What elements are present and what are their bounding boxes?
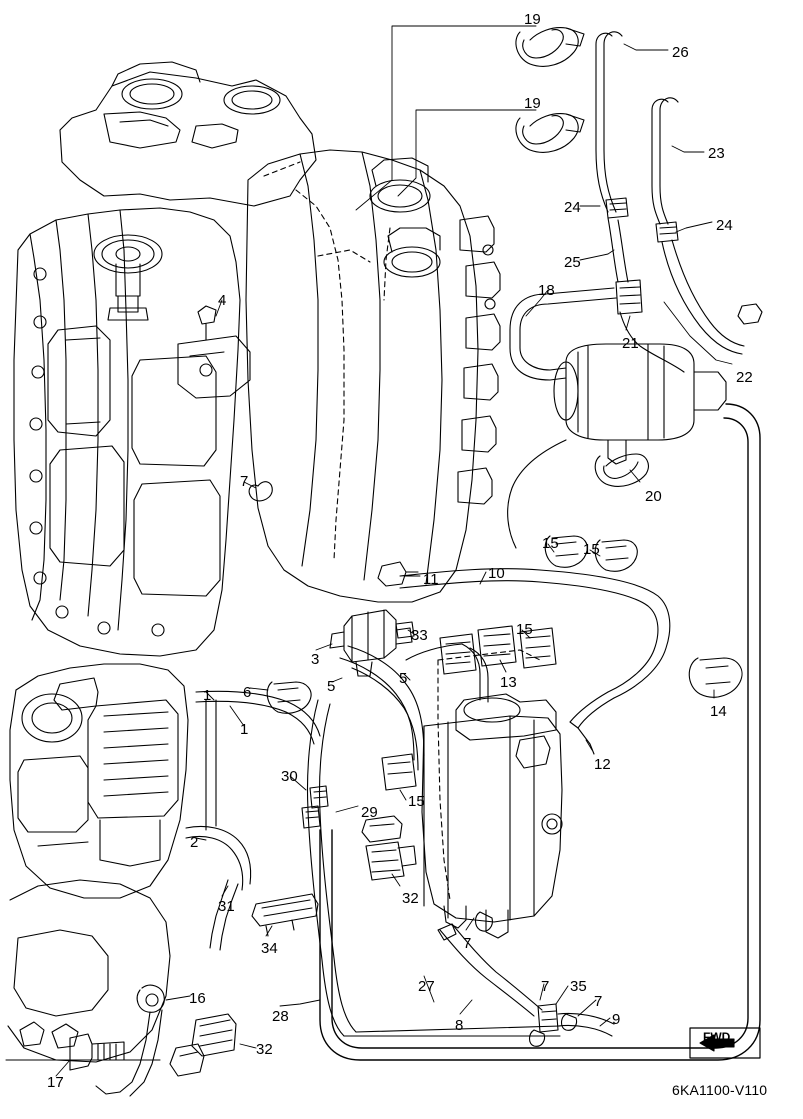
callout-13: 13 <box>500 674 517 691</box>
callout-7: 7 <box>240 473 249 490</box>
callout-23: 23 <box>708 145 725 162</box>
callout-5-2: 5 <box>399 670 408 687</box>
callout-1: 1 <box>203 687 212 704</box>
callout-1-2: 1 <box>240 721 249 738</box>
callout-3: 3 <box>311 651 320 668</box>
callout-17: 17 <box>47 1074 64 1091</box>
callout-14: 14 <box>710 703 727 720</box>
callout-5: 5 <box>327 678 336 695</box>
callout-15-2: 15 <box>583 541 600 558</box>
callout-32-2: 32 <box>256 1041 273 1058</box>
fwd-direction-label: FWD <box>703 1030 731 1044</box>
callout-32: 32 <box>402 890 419 907</box>
callout-35: 35 <box>570 978 587 995</box>
callout-21: 21 <box>622 335 639 352</box>
callout-15-4: 15 <box>408 793 425 810</box>
callout-29: 29 <box>361 804 378 821</box>
callout-6: 6 <box>243 684 252 701</box>
callout-30: 30 <box>281 768 298 785</box>
callout-25: 25 <box>564 254 581 271</box>
callout-20: 20 <box>645 488 662 505</box>
callout-31: 31 <box>218 898 235 915</box>
callout-18: 18 <box>538 282 555 299</box>
callout-26: 26 <box>672 44 689 61</box>
callout-28: 28 <box>272 1008 289 1025</box>
callout-24-2: 24 <box>716 217 733 234</box>
callout-19-2: 19 <box>524 95 541 112</box>
callout-19: 19 <box>524 11 541 28</box>
callout-7-3: 7 <box>541 978 550 995</box>
callout-24: 24 <box>564 199 581 216</box>
callout-27: 27 <box>418 978 435 995</box>
callout-15: 15 <box>542 535 559 552</box>
callout-4: 4 <box>218 292 227 309</box>
callout-16: 16 <box>189 990 206 1007</box>
callout-11: 11 <box>423 571 439 588</box>
callout-10: 10 <box>488 565 505 582</box>
callout-33: 33 <box>411 627 428 644</box>
callout-8: 8 <box>455 1017 464 1034</box>
callout-22: 22 <box>736 369 753 386</box>
callout-9: 9 <box>612 1011 621 1028</box>
callout-2: 2 <box>190 834 199 851</box>
callout-34: 34 <box>261 940 278 957</box>
callout-7-4: 7 <box>594 993 603 1010</box>
callout-12: 12 <box>594 756 611 773</box>
callout-15-3: 15 <box>516 621 533 638</box>
callout-7-2: 7 <box>463 935 472 952</box>
diagram-part-code: 6KA1100-V110 <box>672 1082 768 1098</box>
